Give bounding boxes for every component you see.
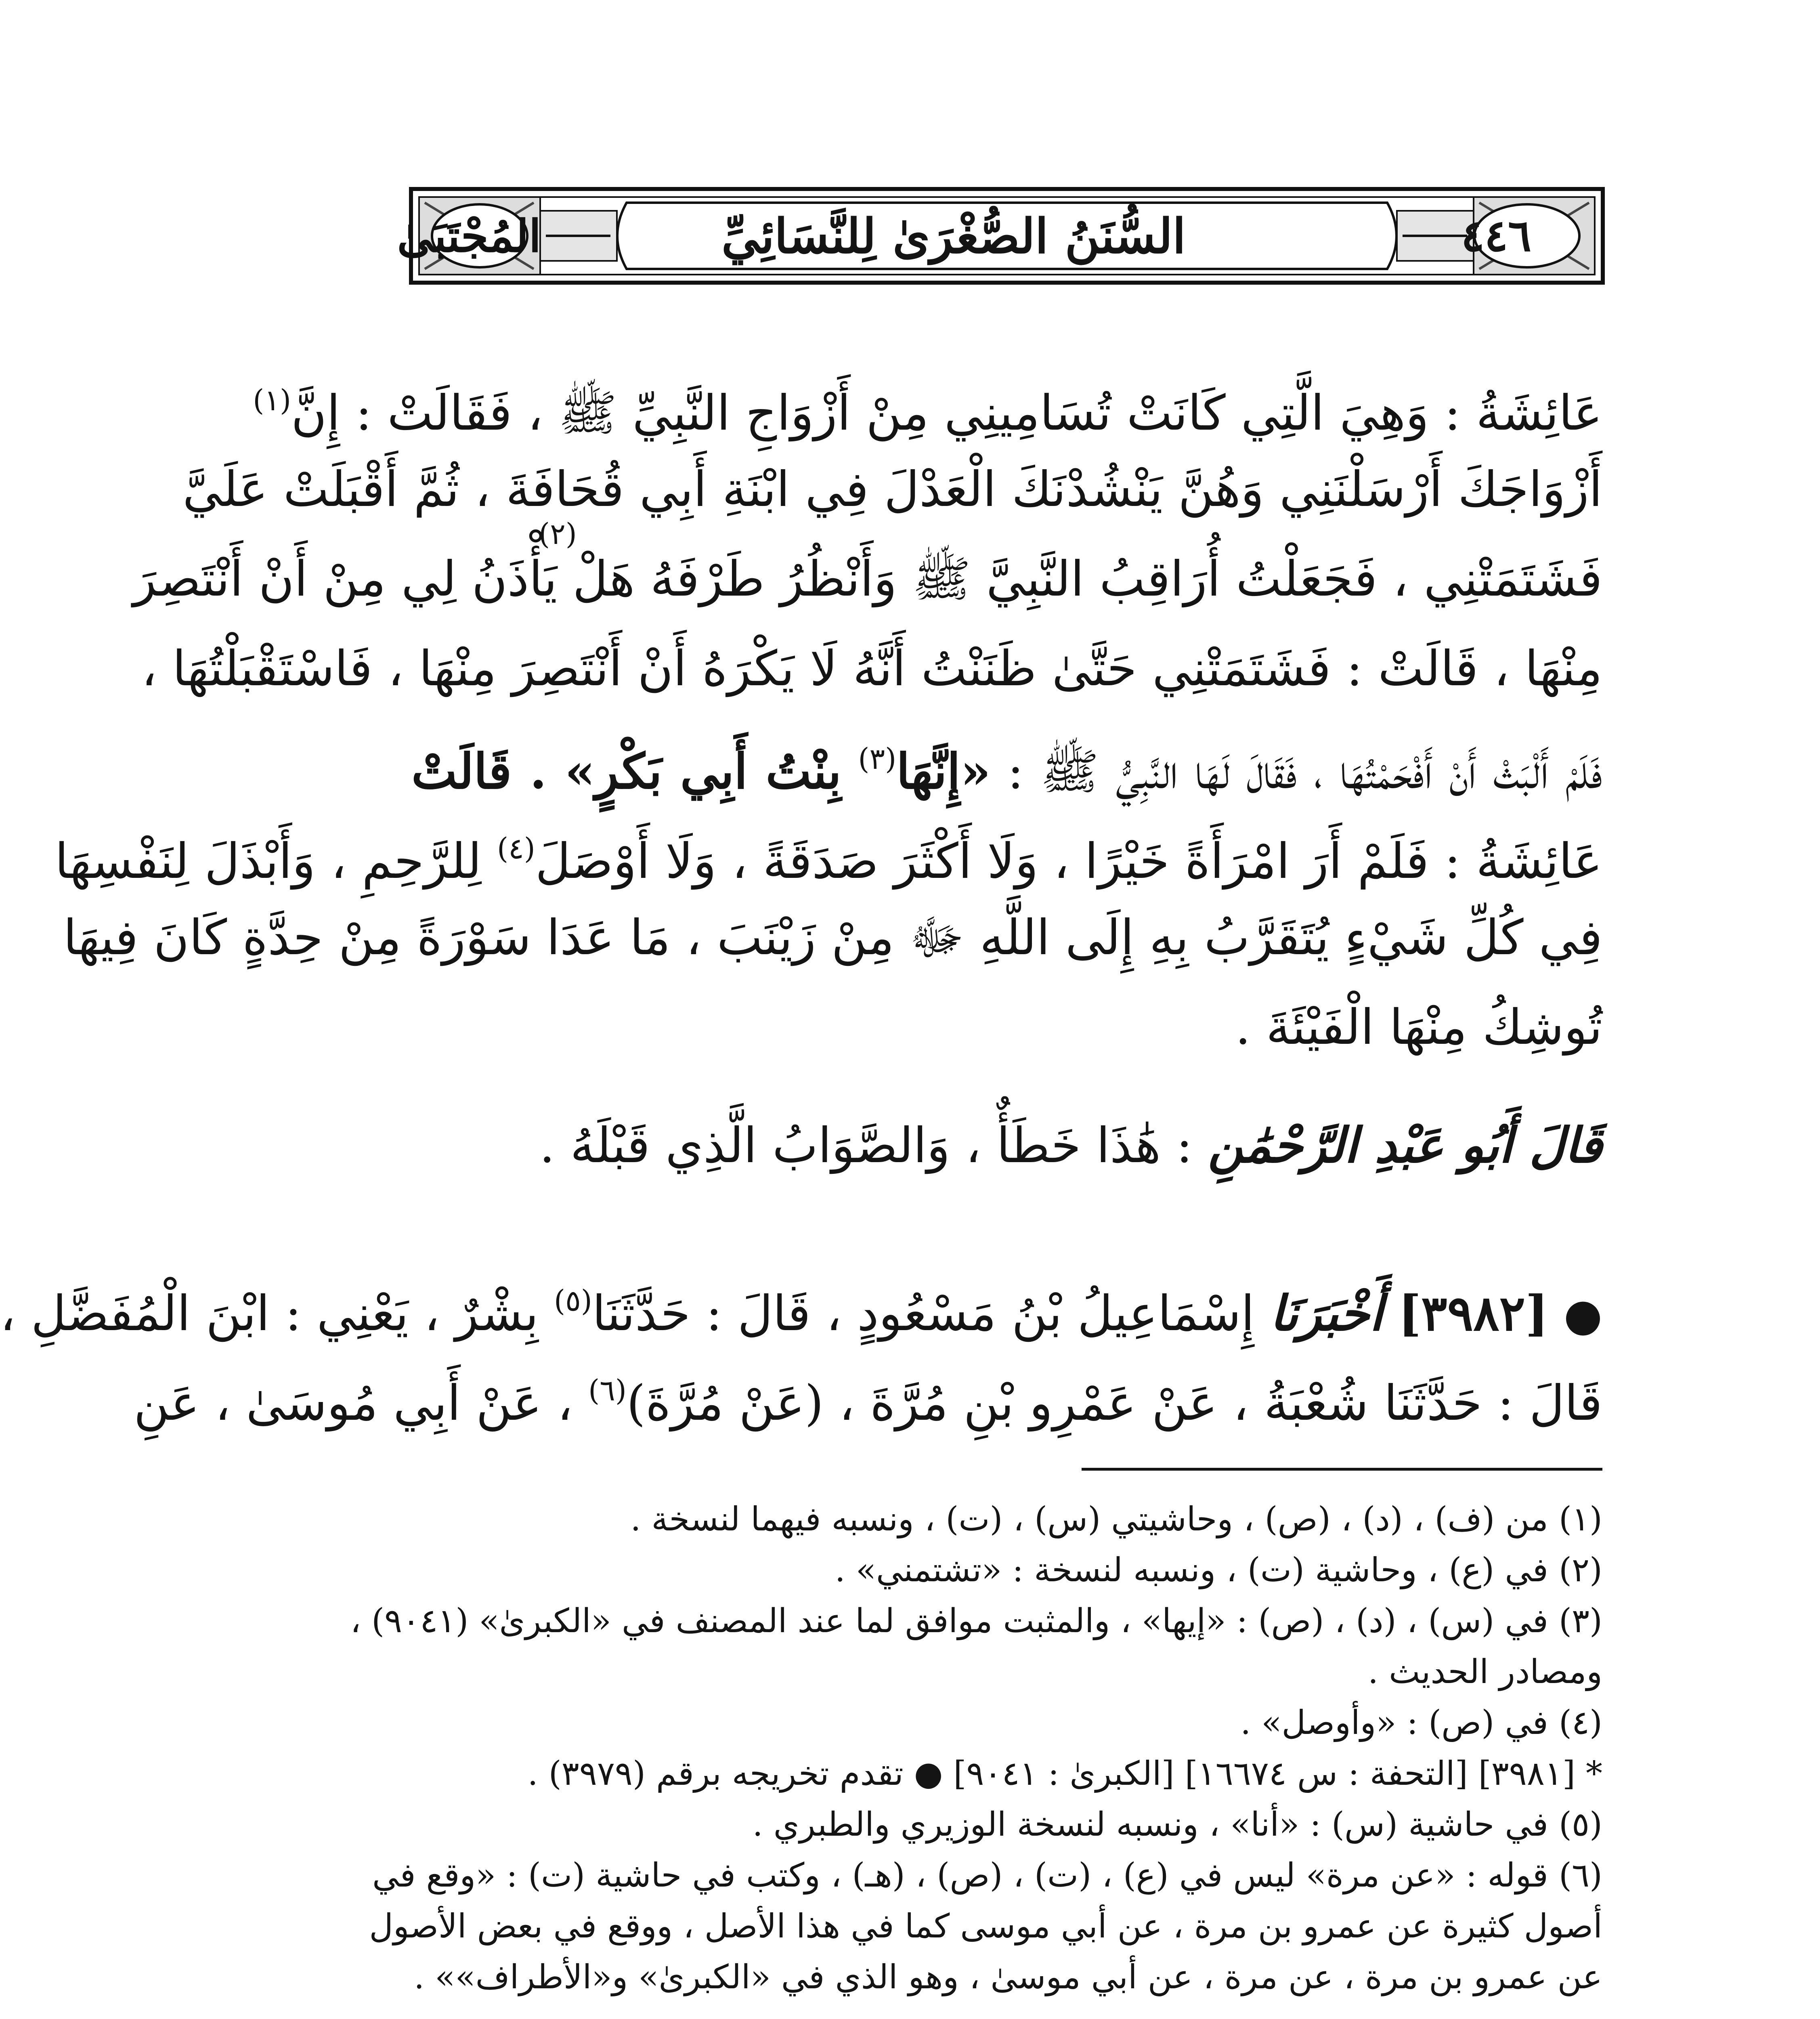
- header-ornament-left: [397, 187, 541, 285]
- prophet-quote: «إِنَّهَا: [896, 743, 991, 800]
- footnote: (٢) في (ع) ، وحاشية (ت) ، ونسبه لنسخة : «تشتمني» .: [835, 1551, 1602, 1589]
- text-line: عَائِشَةُ : فَلَمْ أَرَ امْرَأَةً خَيْرًا ، وَلَا أَكْثَرَ صَدَقَةً ، وَلَا أَوْصَلَ$^{(٤)}$ لِلرَّحِمِ ، وَأَبْذَلَ لِنَفْسِهَا: [55, 831, 1602, 890]
- qal-text: : هَٰذَا خَطَأٌ ، وَالصَّوَابُ الَّذِي قَبْلَهُ .: [539, 1118, 1193, 1174]
- footnote-continuation: عن عمرو بن مرة ، عن مرة ، عن أبي موسىٰ ، وهو الذي في «الكبرىٰ» و«الأطراف»» .: [414, 1958, 1602, 1996]
- footnote: (٥) في حاشية (س) : «أنا» ، ونسبه لنسخة الوزيري والطبري .: [752, 1805, 1602, 1844]
- text-line: مِنْهَا ، قَالَتْ : فَشَتَمَتْنِي حَتَّىٰ ظَنَنْتُ أَنَّهُ لَا يَكْرَهُ أَنْ أَنْتَصِرَ مِنْهَا ، فَاسْتَقْبَلْتُهَا ،: [141, 641, 1602, 697]
- footnote-marker: (٥): [554, 1284, 592, 1318]
- footnote: (٦) قوله : «عن مرة» ليس في (ع) ، (ت) ، (ص) ، (هـ) ، وكتب في حاشية (ت) : «وقع في: [372, 1856, 1602, 1895]
- text-line: عَائِشَةُ : وَهِيَ الَّتِي كَانَتْ تُسَامِينِي مِنْ أَزْوَاجِ النَّبِيِّ ﷺ ، فَقَالَتْ : إِنَّ$^{(١)}$: [253, 383, 1602, 441]
- footnote-marker: (٤): [497, 831, 535, 865]
- running-header: [397, 187, 1605, 285]
- footnote-marker: (٢): [539, 517, 577, 551]
- text-line: فَلَمْ أَلْبَثْ أَنْ أَفْحَمْتُهَا ، فَقَالَ لَهَا النَّبِيُّ ﷺ : «إِنَّهَا$^{(٣)}$ بِنْتُ أَبِي بَكْرٍ» . قَالَتْ: [411, 742, 1602, 800]
- hadith-line: ● [٣٩٨٢] أَخْبَرَنَا إِسْمَاعِيلُ بْنُ مَسْعُودٍ ، قَالَ : حَدَّثَنَا$^{(٥)}$ بِشْرٌ ، يَعْنِي : ابْنَ الْمُفَضَّلِ ،: [0, 1284, 1602, 1342]
- footnote-continuation: ومصادر الحديث .: [1367, 1653, 1602, 1691]
- page-title: السُّنَنُ الصُّغْرَىٰ لِلنَّسَائِيِّ: [721, 208, 1186, 264]
- takhrij-note: * [٣٩٨١] [التحفة : س ١٦٦٧٤] [الكبرىٰ : ٩٠٤١] ● تقدم تخريجه برقم (٣٩٧٩) .: [527, 1755, 1602, 1793]
- footnote-marker: (١): [253, 383, 291, 417]
- hadith-bullet: ●: [1564, 1289, 1602, 1341]
- footnote-marker: (٦): [588, 1373, 627, 1407]
- text-line: فَشَتَمَتْنِي ، فَجَعَلْتُ أُرَاقِبُ النَّبِيَّ ﷺ وَأَنْظُرُ طَرْفَهُ هَلْ يَأْذَنُ لِي مِنْ أَنْ أَنْتَصِرَ: [133, 551, 1602, 607]
- hadith-number: [٣٩٨٢]: [1398, 1285, 1548, 1342]
- qal-label: قَالَ أَبُو عَبْدِ الرَّحْمَٰنِ: [1208, 1117, 1602, 1174]
- footnote: (٤) في (ص) : «وأوصل» .: [1240, 1704, 1602, 1742]
- page-number: ٤٤٦: [1461, 210, 1532, 261]
- footnote-continuation: أصول كثيرة عن عمرو بن مرة ، عن أبي موسى كما في هذا الأصل ، ووقع في بعض الأصول: [369, 1907, 1602, 1946]
- qal-line: [411, 1101, 1602, 1190]
- prophet-quote-rest: بِنْتُ أَبِي بَكْرٍ» . قَالَتْ: [411, 743, 842, 800]
- text-line: تُوشِكُ مِنْهَا الْفَيْئَةَ .: [1235, 999, 1602, 1056]
- ornament-label: المُجْتَبَىٰ: [397, 210, 541, 262]
- footnote: (١) من (ف) ، (د) ، (ص) ، وحاشيتي (س) ، (ت) ، ونسبه فيهما لنسخة .: [630, 1500, 1602, 1538]
- hadith-line: قَالَ : حَدَّثَنَا شُعْبَةُ ، عَنْ عَمْرِو بْنِ مُرَّةَ ، (عَنْ مُرَّةَ)$^{(٦)}$ ، عَنْ أَبِي مُوسَىٰ ، عَنِ: [134, 1373, 1602, 1431]
- text-line: أَزْوَاجَكَ أَرْسَلْنَنِي وَهُنَّ يَنْشُدْنَكَ الْعَدْلَ فِي ابْنَةِ أَبِي قُحَافَةَ ، ثُمَّ أَقْبَلَتْ عَلَيَّ: [182, 462, 1602, 518]
- hadith-3982: [0, 1256, 1602, 1435]
- footnote-marker: (٣): [858, 742, 897, 776]
- main-text: [55, 355, 1602, 1190]
- footnote: (٣) في (س) ، (د) ، (ص) : «إيها» ، والمثبت موافق لما عند المصنف في «الكبرىٰ» (٩٠٤١) ،: [350, 1602, 1602, 1640]
- footnote-separator: [1082, 1468, 1602, 1471]
- footnotes: [350, 1494, 1602, 2003]
- text-line: فِي كُلِّ شَيْءٍ يُتَقَرَّبُ بِهِ إِلَى اللَّهِ ﷻ مِنْ زَيْنَبَ ، مَا عَدَا سَوْرَةً مِنْ حِدَّةٍ كَانَ فِيهَا: [63, 910, 1602, 966]
- akhbarana-label: أَخْبَرَنَا: [1270, 1285, 1383, 1342]
